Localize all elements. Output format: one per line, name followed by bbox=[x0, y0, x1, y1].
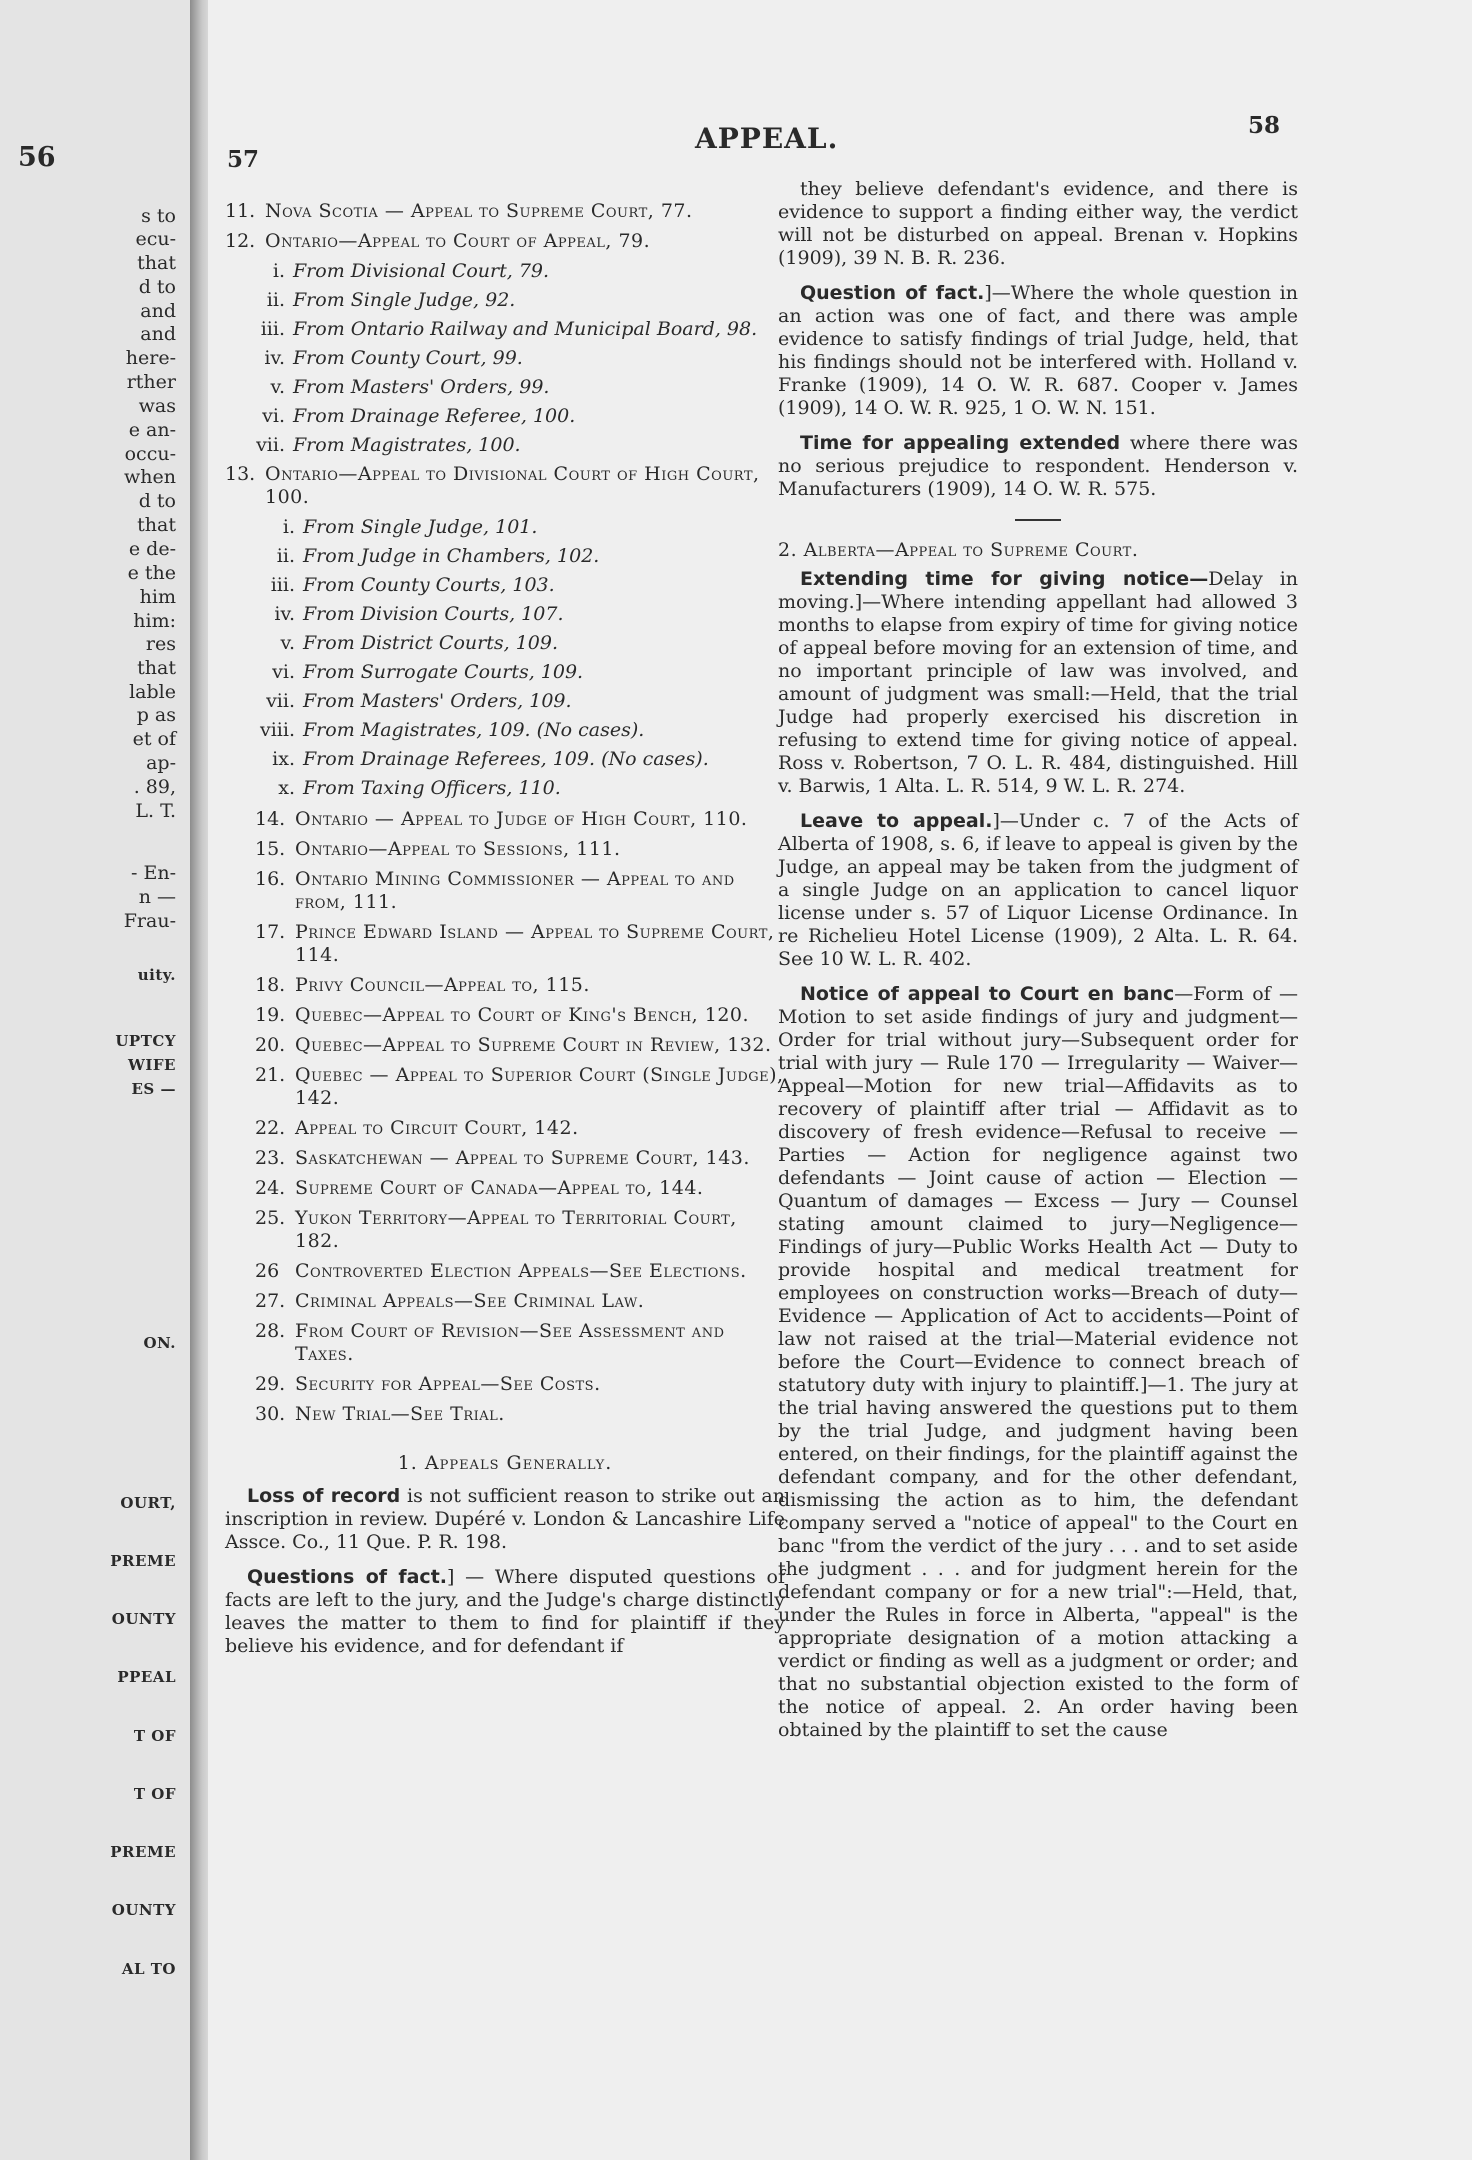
subsection-entry: vi. From Surrogate Courts, 109. bbox=[272, 661, 584, 683]
left-page-fragment: L. T. bbox=[135, 800, 176, 822]
left-page-fragment: Frau- bbox=[123, 910, 176, 932]
subsection-entry: viii. From Magistrates, 109. (No cases). bbox=[259, 719, 645, 741]
left-page-fragment: him: bbox=[133, 610, 176, 632]
toc-entry: 26 Controverted Election Appeals—See Elections. bbox=[255, 1260, 747, 1282]
toc-entry: 23. Saskatchewan — Appeal to Supreme Court, 143. bbox=[255, 1147, 750, 1169]
toc-entry: 16. Ontario Mining Commissioner — Appeal to and from, 111. bbox=[255, 868, 735, 913]
left-page-fragment: him bbox=[139, 586, 176, 608]
paragraph: Questions of fact.] — Where disputed questions of facts are left to the jury, and the Judge's charge distinctly leaves the matter to them to find for plaintiff if they believe his evidence, and for defendant if bbox=[225, 1566, 785, 1657]
left-page-fragment: ecu- bbox=[135, 228, 176, 250]
left-page-fragment: res bbox=[145, 633, 176, 655]
left-page-fragment: and bbox=[140, 323, 176, 345]
left-page-fragment: PPEAL bbox=[117, 1668, 176, 1686]
subsection-entry: iii. From Ontario Railway and Municipal Board, 98. bbox=[260, 318, 758, 340]
paragraphs bbox=[778, 568, 1298, 1742]
page-number-57: 57 bbox=[227, 146, 260, 173]
page-number-58: 58 bbox=[1248, 112, 1281, 139]
left-page-fragment: lable bbox=[129, 681, 176, 703]
left-page-fragment: that bbox=[137, 657, 176, 679]
left-page-fragment: OUNTY bbox=[111, 1901, 176, 1919]
left-page-fragment: OUNTY bbox=[111, 1610, 176, 1628]
left-page-fragment: when bbox=[124, 466, 176, 488]
left-page-fragment: uity. bbox=[137, 966, 176, 984]
left-page-fragment: . 89, bbox=[133, 776, 176, 798]
left-page-number: 56 bbox=[18, 142, 56, 173]
subsection-entry: iv. From County Court, 99. bbox=[264, 347, 523, 369]
toc-entry: 24. Supreme Court of Canada—Appeal to, 144. bbox=[255, 1177, 704, 1199]
toc-entry: 27. Criminal Appeals—See Criminal Law. bbox=[255, 1290, 645, 1312]
left-page-fragment: s to bbox=[141, 205, 176, 227]
left-page-fragment: and bbox=[140, 300, 176, 322]
toc-entry: 14. Ontario — Appeal to Judge of High Court, 110. bbox=[255, 808, 748, 830]
toc-entry: 19. Quebec—Appeal to Court of King's Bench, 120. bbox=[255, 1004, 750, 1026]
subsection-entry: vi. From Drainage Referee, 100. bbox=[262, 405, 576, 427]
left-page-fragment: - En- bbox=[131, 862, 176, 884]
toc-entry: 20. Quebec—Appeal to Supreme Court in Review, 132. bbox=[255, 1034, 772, 1056]
toc-entry: 18. Privy Council—Appeal to, 115. bbox=[255, 974, 590, 996]
subsection-entry: v. From Masters' Orders, 99. bbox=[270, 376, 550, 398]
left-page-fragment: p as bbox=[136, 704, 176, 726]
left-page-fragment: d to bbox=[138, 276, 176, 298]
page-title: APPEAL. bbox=[695, 122, 839, 155]
left-page-fragment: WIFE bbox=[128, 1056, 176, 1074]
toc-entry: 28. From Court of Revision—See Assessment and Taxes. bbox=[255, 1320, 725, 1365]
paragraph: Extending time for giving notice—Delay in moving.]—Where intending appellant had allowed 3 months to elapse from expiry of time for giving notice of appeal before moving for an extension of time, and no important principle of law was involved, and amount of judgment was small:—Held, that the trial Judge had properly exercised his discretion in refusing to extend time for giving notice of appeal. Ross v. Robertson, 7 O. L. R. 484, distinguished. Hill v. Barwis, 1 Alta. L. R. 514, 9 W. L. R. 274. bbox=[778, 568, 1299, 797]
left-page-fragment: OURT, bbox=[120, 1494, 176, 1512]
left-page-fragment: was bbox=[138, 395, 176, 417]
subsection-entry: ix. From Drainage Referees, 109. (No cases). bbox=[272, 748, 709, 770]
section-heading: 1. Appeals Generally. bbox=[397, 1452, 613, 1474]
subsection-entry: iv. From Division Courts, 107. bbox=[274, 603, 564, 625]
paragraphs bbox=[225, 1485, 785, 1658]
subsection-entry: x. From Taxing Officers, 110. bbox=[278, 777, 561, 799]
left-page-fragment: here- bbox=[125, 347, 176, 369]
subsection-entry: v. From District Courts, 109. bbox=[280, 632, 558, 654]
toc-entry: 30. New Trial—See Trial. bbox=[255, 1403, 505, 1425]
right-column bbox=[778, 178, 1298, 1754]
left-page-fragment: ON. bbox=[143, 1334, 176, 1352]
toc-entry: 11. Nova Scotia — Appeal to Supreme Court, 77. bbox=[225, 200, 693, 222]
left-page-fragment: T OF bbox=[133, 1727, 176, 1745]
left-page-fragment: occu- bbox=[124, 443, 176, 465]
left-page-fragment: that bbox=[137, 252, 176, 274]
divider bbox=[1015, 519, 1061, 521]
subsection-entry: vii. From Masters' Orders, 109. bbox=[266, 690, 572, 712]
left-page-fragment: et of bbox=[132, 728, 176, 750]
subsection-entry: ii. From Single Judge, 92. bbox=[266, 289, 516, 311]
toc-entry: 22. Appeal to Circuit Court, 142. bbox=[255, 1117, 579, 1139]
paragraph: Leave to appeal.]—Under c. 7 of the Acts of Alberta of 1908, s. 6, if leave to appeal is given by the Judge, an appeal may be taken from the judgment of a single Judge on an application to cancel liquor license under s. 57 of Liquor License Ordinance. In re Richelieu Hotel License (1909), 2 Alta. L. R. 64. See 10 W. L. R. 402. bbox=[778, 810, 1298, 970]
paragraph: they believe defendant's evidence, and there is evidence to support a finding either way, the verdict will not be disturbed on appeal. Brenan v. Hopkins (1909), 39 N. B. R. 236. bbox=[778, 178, 1298, 269]
paragraphs bbox=[778, 178, 1298, 501]
left-page-fragment: T OF bbox=[133, 1785, 176, 1803]
left-page bbox=[0, 0, 190, 2160]
subsection-entry: i. From Divisional Court, 79. bbox=[272, 260, 550, 282]
left-page-fragment: AL TO bbox=[121, 1960, 176, 1978]
toc-entry: 25. Yukon Territory—Appeal to Territorial Court, 182. bbox=[255, 1207, 737, 1252]
left-page-fragment: e de- bbox=[128, 538, 176, 560]
toc-entry: 13. Ontario—Appeal to Divisional Court of High Court, 100. bbox=[225, 463, 760, 508]
toc-entry: 29. Security for Appeal—See Costs. bbox=[255, 1373, 601, 1395]
left-column bbox=[225, 200, 785, 1670]
toc-entry: 17. Prince Edward Island — Appeal to Supreme Court, 114. bbox=[255, 921, 775, 966]
left-page-fragment: PREME bbox=[110, 1552, 176, 1570]
left-page-fragment: UPTCY bbox=[115, 1032, 176, 1050]
subsection-entry: ii. From Judge in Chambers, 102. bbox=[276, 545, 600, 567]
left-page-fragment: PREME bbox=[110, 1843, 176, 1861]
left-page-fragment: e an- bbox=[128, 419, 176, 441]
subsection-entry: i. From Single Judge, 101. bbox=[282, 516, 538, 538]
toc-entry: 21. Quebec — Appeal to Superior Court (Single Judge), 142. bbox=[255, 1064, 784, 1109]
left-page-fragment: n — bbox=[138, 886, 176, 908]
left-page-fragment: e the bbox=[127, 562, 176, 584]
paragraph: Question of fact.]—Where the whole question in an action was one of fact, and there was ample evidence to satisfy findings of trial Judge, held, that his findings should not be interfered with. Holland v. Franke (1909), 14 O. W. R. 687. Cooper v. James (1909), 14 O. W. R. 925, 1 O. W. N. 151. bbox=[778, 282, 1298, 419]
left-page-fragment: ap- bbox=[146, 752, 176, 774]
book-gutter bbox=[190, 0, 210, 2160]
toc-list bbox=[225, 808, 785, 1426]
subsection-entry: iii. From County Courts, 103. bbox=[270, 574, 555, 596]
paragraph: Notice of appeal to Court en banc—Form of — Motion to set aside findings of jury and judgment—Order for trial without jury—Subsequent order for trial with jury — Rule 170 — Irregularity — Waiver—Appeal—Motion for new trial—Affidavits as to recovery of plaintiff after trial — Affidavit as to discovery of fresh evidence—Refusal to receive — Parties — Action for negligence against two defendants — Joint cause of action — Election — Quantum of damages — Excess — Jury — Counsel stating amount claimed to jury—Negligence—Findings of jury—Public Works Health Act — Duty to provide hospital and medical treatment for employees on construction works—Breach of duty—Evidence — Application of Act to accidents—Point of law not raised at the trial—Material evidence not before the Court—Evidence to connect breach of statutory duty with injury to plaintiff.]—1. The jury at the trial having answered the questions put to them by the trial Judge, and judgment having been entered, on their findings, for the plaintiff against the defendant company, and for the other defendant, dismissing the action as to him, the defendant company served a "notice of appeal" to the Court en banc "from the verdict of the jury . . . and to set aside the judgment . . . and for judgment herein for the defendant company or for a new trial":—Held, that, under the Rules in force in Alberta, "appeal" is the appropriate designation of a motion attacking a verdict or finding as well as a judgment or order; and that no substantial objection existed to the form of the notice of appeal. 2. An order having been obtained by the plaintiff to set the cause bbox=[778, 983, 1299, 1741]
left-page-fragment: rther bbox=[126, 371, 176, 393]
paragraph: Loss of record is not sufficient reason to strike out an inscription in review. Dupéré v. London & Lancashire Life Assce. Co., 11 Que. P. R. 198. bbox=[225, 1485, 785, 1553]
left-page-fragment: d to bbox=[138, 490, 176, 512]
left-page-fragment: that bbox=[137, 514, 176, 536]
subsection-list bbox=[225, 260, 785, 457]
toc-entry: 15. Ontario—Appeal to Sessions, 111. bbox=[255, 838, 621, 860]
left-page-fragment: ES — bbox=[131, 1080, 176, 1098]
paragraph: Time for appealing extended where there was no serious prejudice to respondent. Henderson v. Manufacturers (1909), 14 O. W. R. 575. bbox=[778, 432, 1298, 500]
toc-entry: 12. Ontario—Appeal to Court of Appeal, 79. bbox=[225, 230, 651, 252]
section-heading: 2. Alberta—Appeal to Supreme Court. bbox=[778, 539, 1139, 561]
subsection-entry: vii. From Magistrates, 100. bbox=[256, 434, 521, 456]
subsection-list bbox=[225, 516, 785, 800]
